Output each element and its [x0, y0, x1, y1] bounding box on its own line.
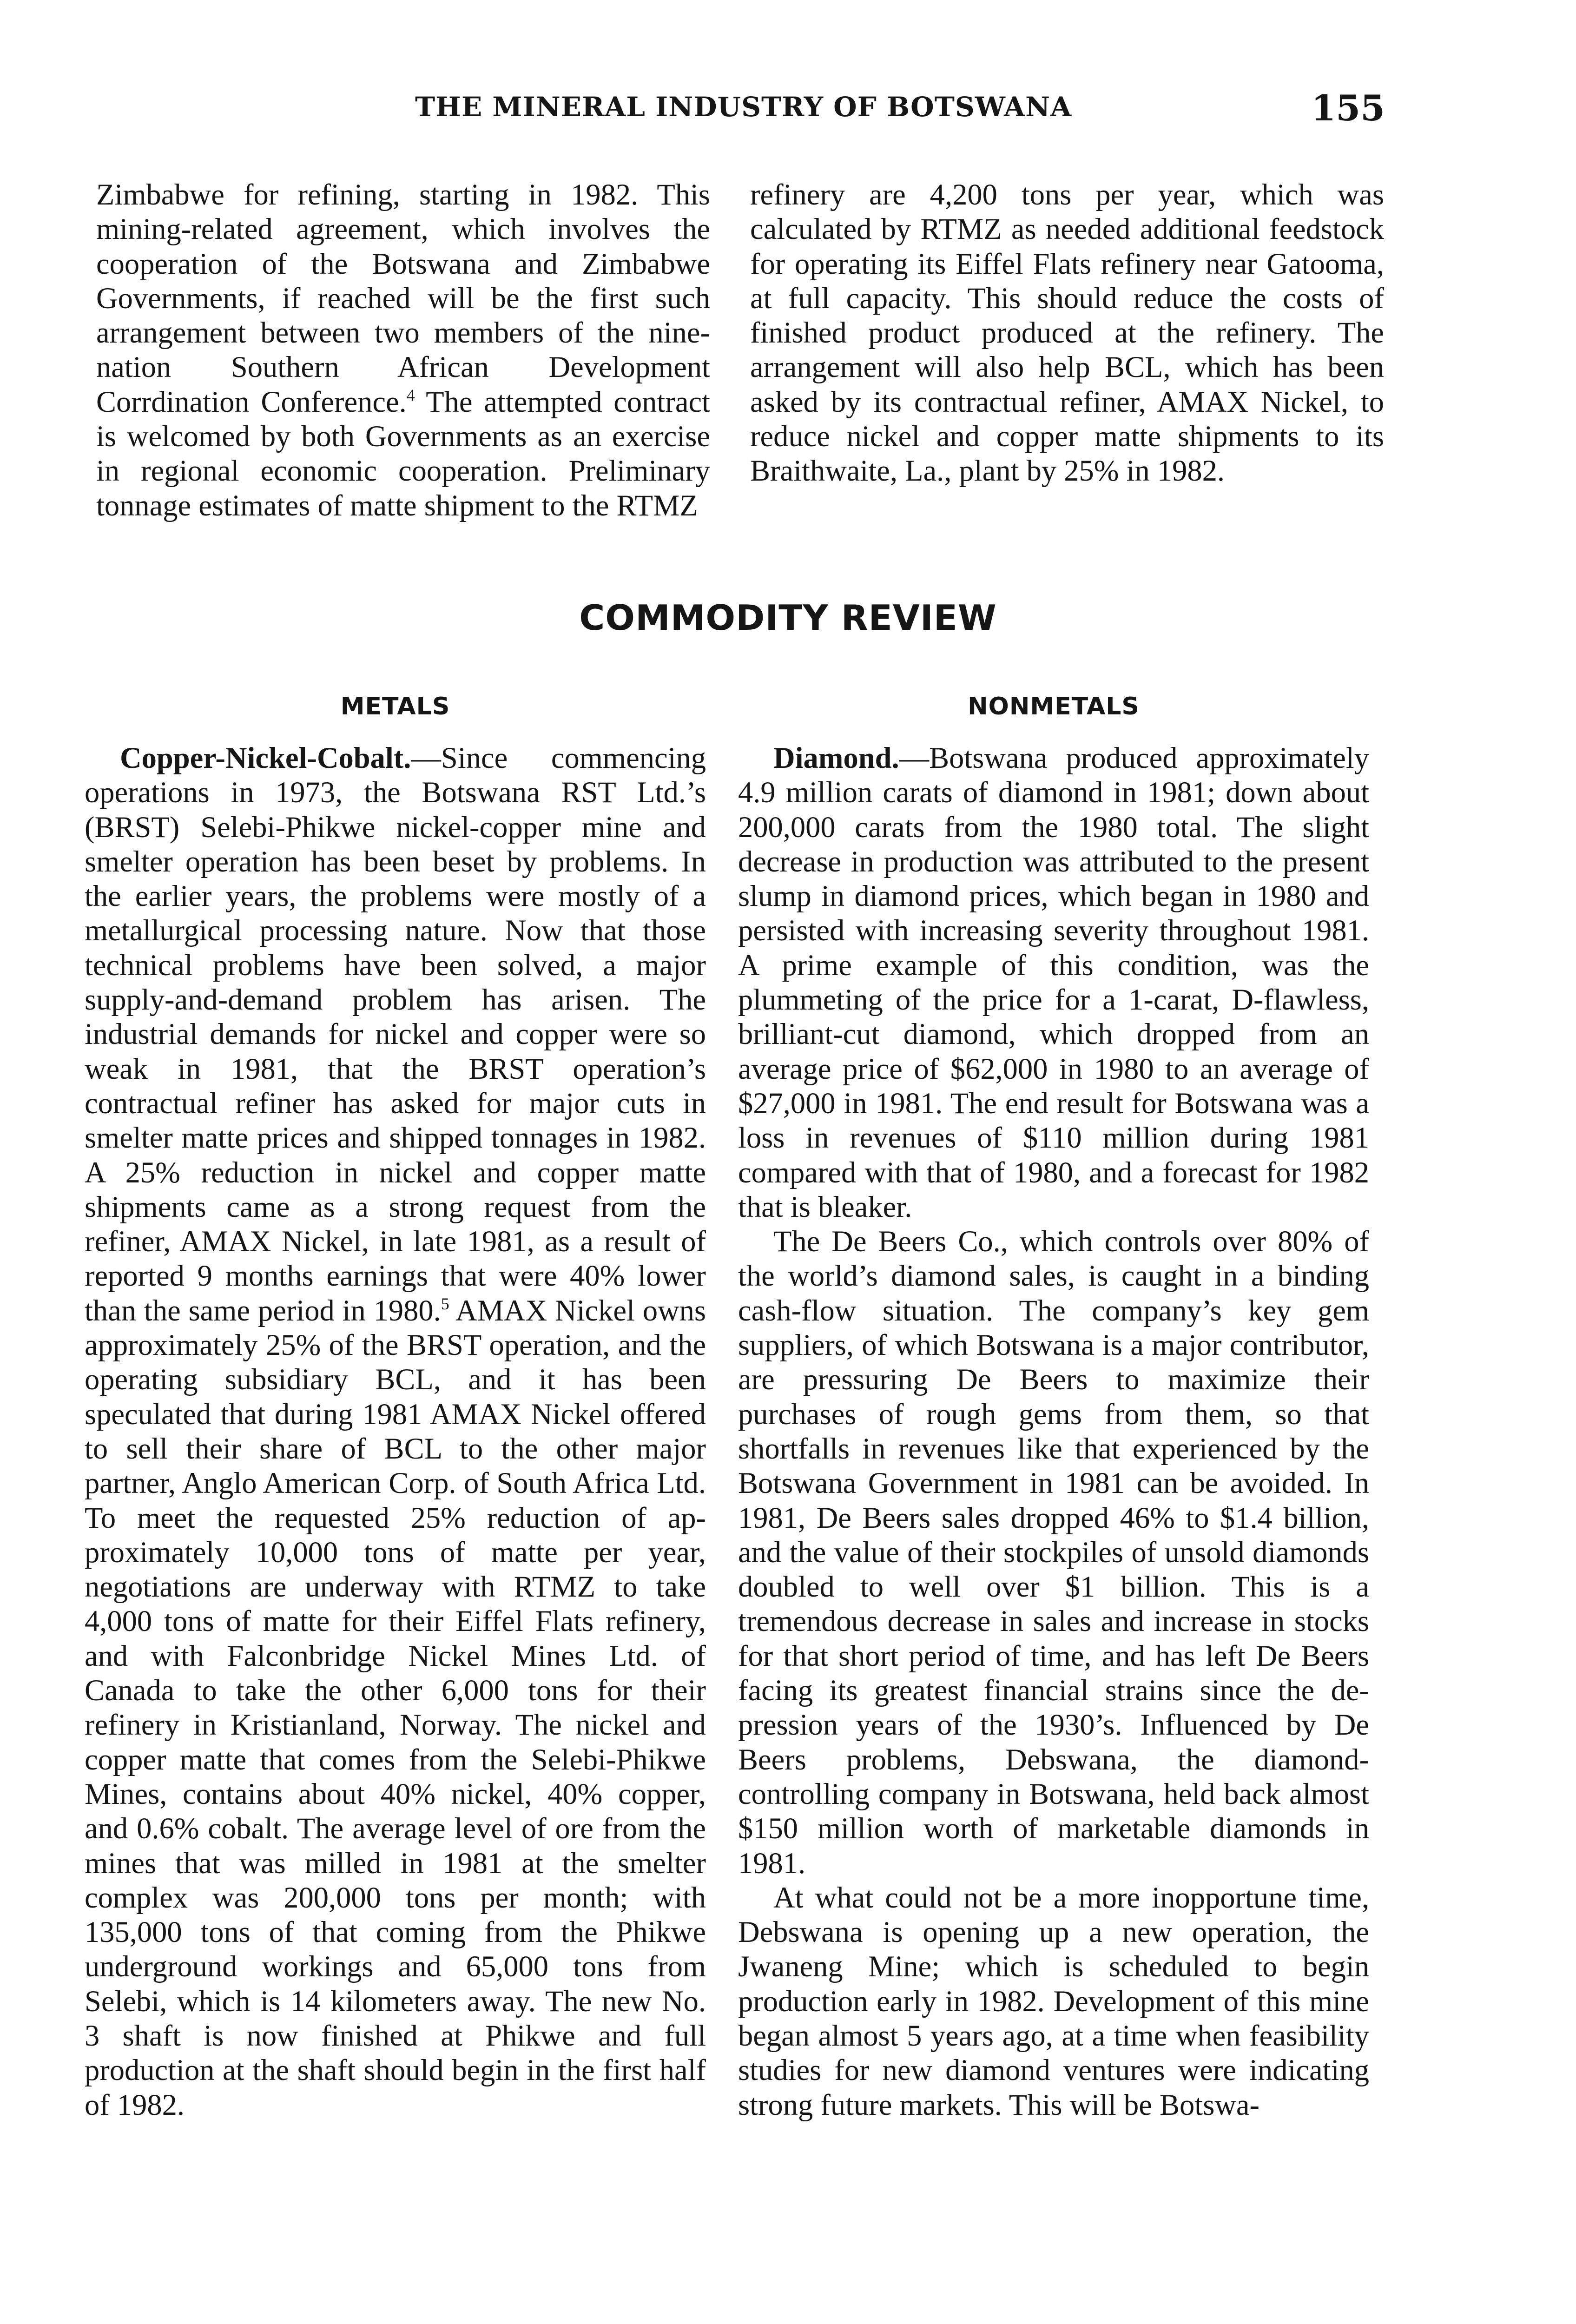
running-title: THE MINERAL INDUSTRY OF BOTSWANA: [415, 91, 1072, 123]
continued-paragraph-right: refinery are 4,200 tons per year, which was calculated by RTMZ as needed additional feedstock for operating its Eiffel Flats refinery near Gatooma, at full capacity. This should reduce the costs of finished product produced at the refinery. The arrangement will also help BCL, which has been asked by its contractual refiner, AMAX Nickel, to reduce nickel and copper matte shipments to its Braithwaite, La., plant by 25% in 1982.: [750, 178, 1384, 488]
page-number: 155: [1311, 87, 1385, 129]
paragraph-lead-in: Diamond.: [773, 741, 899, 774]
paragraph-text: AMAX Nickel owns approximately 25% of the BRST operation, and the operating subsidiary BCL, and it has been speculated that during 1981 AMAX Nickel offered to sell their share of BCL to the other major partner, Anglo American Corp. of South Africa Ltd. To meet the requested 25% reduction of approximately 10,000 tons of matte per year, negotiations are underway with RTMZ to take 4,000 tons of matte for their Eiffel Flats refinery, and with Falconbridge Nickel Mines Ltd. of Canada to take the other 6,000 tons for their refinery in Kristianland, Norway. The nickel and copper matte that comes from the Selebi-Phikwe Mines, contains about 40% nickel, 40% copper, and 0.6% cobalt. The average level of ore from the mines that was milled in 1981 at the smelter complex was 200,000 tons per month; with 135,000 tons of that coming from the Phikwe underground workings and 65,000 tons from Selebi, which is 14 kilometers away. The new No. 3 shaft is now finished at Phikwe and full production at the shaft should begin in the first half of 1982.: [85, 1294, 706, 2121]
commodity-review-heading: COMMODITY REVIEW: [579, 597, 997, 638]
metals-column: [85, 741, 706, 2122]
nonmetals-heading: NONMETALS: [968, 693, 1140, 720]
paragraph-text: The attempted contract is welcomed by both Governments as an exercise in regional economic cooperation. Preliminary tonnage estimates of matte shipment to the RTMZ: [96, 385, 710, 522]
top-right-column: [750, 178, 1384, 489]
running-header: [84, 87, 1385, 142]
paragraph-text: Zimbabwe for refining, starting in 1982. This mining-related agreement, which involves the cooperation of the Botswana and Zimbabwe Governments, if reached will be the first such arrangement between two members of the nine-nation Southern African Development Corrdination Conference.: [96, 178, 710, 418]
footnote-ref-4: 4: [406, 385, 415, 404]
paragraph-text: —Botswana produced approximately 4.9 million carats of diamond in 1981; down about 200,000 carats from the 1980 total. The slight decrease in production was attributed to the present slump in diamond prices, which began in 1980 and persisted with increasing severity throughout 1981. A prime example of this condition, was the plummeting of the price for a 1-carat, D-flawless, brilliant-cut diamond, which dropped from an average price of $62,000 in 1980 to an average of $27,000 in 1981. The end result for Botswana was a loss in revenues of $110 million during 1981 compared with that of 1980, and a forecast for 1982 that is bleaker.: [738, 741, 1369, 1223]
copper-nickel-cobalt-paragraph: [85, 741, 706, 2122]
nonmetals-column: [738, 741, 1369, 2122]
footnote-ref-5: 5: [441, 1294, 449, 1313]
metals-heading: METALS: [340, 693, 450, 720]
de-beers-paragraph: The De Beers Co., which controls over 80% of the world’s diamond sales, is caught in a binding cash-flow situation. The company’s key gem suppliers, of which Botswana is a major contributor, are pressuring De Beers to maximize their purchases of rough gems from them, so that shortfalls in revenues like that experienced by the Botswana Government in 1981 can be avoided. In 1981, De Beers sales dropped 46% to $1.4 billion, and the value of their stockpiles of unsold diamonds doubled to well over $1 billion. This is a tremendous decrease in sales and increase in stocks for that short period of time, and has left De Beers facing its greatest financial strains since the depression years of the 1930’s. Influenced by De Beers problems, Debswana, the diamond-controlling company in Botswana, held back almost $150 million worth of marketable diamonds in 1981.: [738, 1225, 1369, 1880]
continued-paragraph-left: [96, 178, 710, 523]
paragraph-lead-in: Copper-Nickel-Cobalt.: [120, 741, 411, 774]
diamond-paragraph: [738, 741, 1369, 1224]
jwaneng-paragraph: At what could not be a more inopportune time, Debswana is opening up a new operation, the Jwaneng Mine; which is scheduled to begin production early in 1982. Development of this mine began almost 5 years ago, at a time when feasibility studies for new diamond ventures were indicating strong future markets. This will be Botswa-: [738, 1881, 1369, 2121]
paragraph-text: —Since commencing operations in 1973, the Botswana RST Ltd.’s (BRST) Selebi-Phikwe nickel-copper mine and smelter operation has been beset by problems. In the earlier years, the problems were mostly of a metallurgical processing nature. Now that those technical problems have been solved, a major supply-and-demand problem has arisen. The industrial demands for nickel and copper were so weak in 1981, that the BRST operation’s contractual refiner has asked for major cuts in smelter matte prices and shipped tonnages in 1982. A 25% reduction in nickel and copper matte shipments came as a strong request from the refiner, AMAX Nickel, in late 1981, as a result of reported 9 months earnings that were 40% lower than the same period in 1980.: [85, 741, 706, 1327]
top-left-column: [96, 178, 710, 523]
